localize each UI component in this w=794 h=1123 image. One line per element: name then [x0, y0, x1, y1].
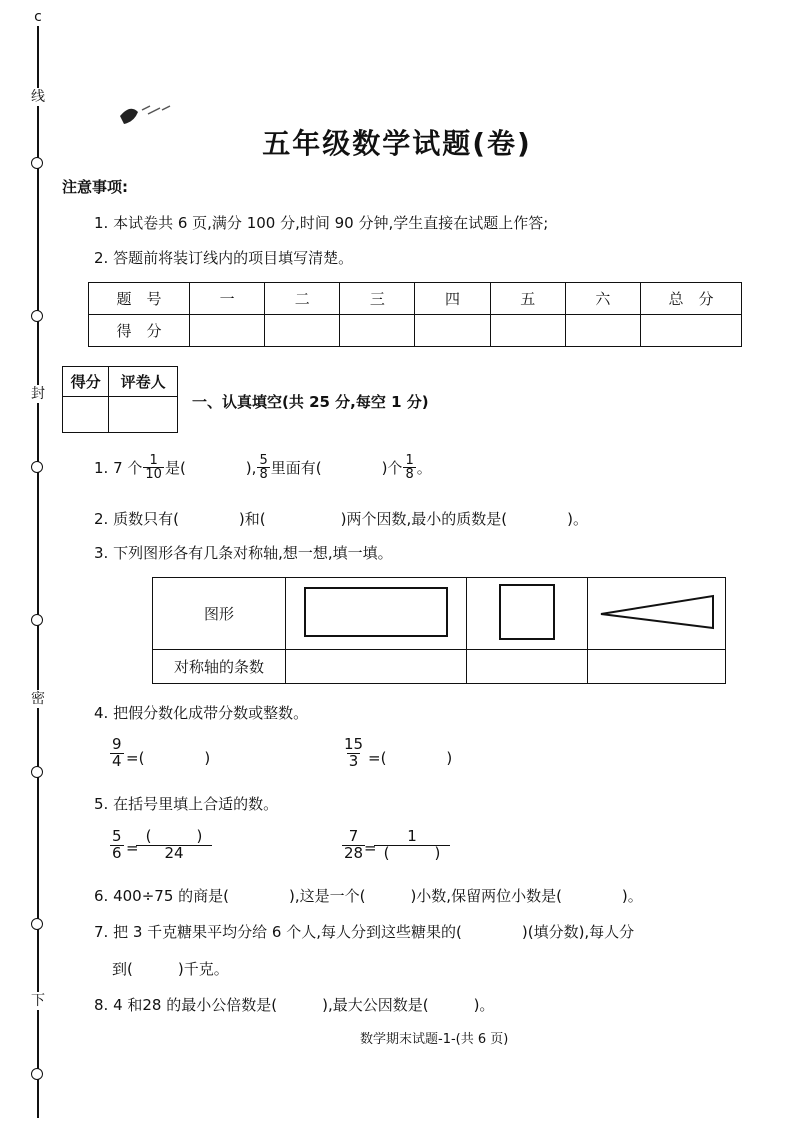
score-cell[interactable]: [190, 315, 265, 347]
square-shape: [498, 583, 556, 641]
axes-answer-cell[interactable]: [467, 650, 588, 684]
q4-a-den: 4: [112, 751, 122, 770]
q5-a-result-den: 24: [136, 845, 212, 862]
note-item-2: 2. 答题前将装订线内的项目填写清楚。: [94, 249, 354, 267]
q1-f1-num: 1: [149, 453, 158, 468]
q1-part2: 是( ),: [164, 459, 257, 477]
q4-b-den: 3: [348, 751, 359, 770]
grader-score-cell[interactable]: [63, 397, 109, 433]
question-5: 5. 在括号里填上合适的数。: [94, 795, 279, 813]
binding-hole: [31, 766, 43, 778]
grader-box: [62, 366, 178, 433]
binding-line: [37, 8, 39, 1118]
binding-char-xian: 线: [28, 88, 48, 106]
question-7-line-2: 到( )千克。: [112, 960, 229, 978]
score-header: 三: [340, 283, 415, 315]
triangle-shape: [597, 592, 717, 632]
shape-triangle-cell: [588, 578, 726, 650]
score-header: 总 分: [641, 283, 742, 315]
q4-a-num: 9: [112, 735, 122, 753]
q1-f2-num: 5: [259, 453, 268, 468]
q4-b-num: 15: [344, 735, 364, 753]
q5-b-num: 7: [348, 827, 359, 845]
question-4: 4. 把假分数化成带分数或整数。: [94, 704, 309, 722]
question-6: 6. 400÷75 的商是( ),这是一个( )小数,保留两位小数是( )。: [94, 887, 643, 905]
page-title: 五年级数学试题(卷): [262, 127, 532, 160]
rectangle-shape: [303, 586, 449, 638]
q5-b-den: 28: [344, 843, 364, 862]
symmetry-table: [152, 577, 726, 684]
q1-prefix: 1. 7 个: [94, 459, 143, 477]
binding-char-feng: 封: [28, 385, 48, 403]
score-header: 六: [565, 283, 640, 315]
q4-fraction-b: [344, 737, 363, 770]
q5-a-result-num: ( ): [145, 827, 203, 845]
score-header: 二: [265, 283, 340, 315]
score-cell[interactable]: [490, 315, 565, 347]
note-item-1: 1. 本试卷共 6 页,满分 100 分,时间 90 分钟,学生直接在试题上作答;: [94, 214, 549, 232]
question-8: 8. 4 和28 的最小公倍数是( ),最大公因数是( )。: [94, 996, 495, 1014]
q1-fraction-3: [403, 454, 415, 481]
binding-char-mi: 密: [28, 690, 48, 708]
q4-b-answer[interactable]: =( ): [368, 749, 453, 767]
question-2: 2. 质数只有( )和( )两个因数,最小的质数是( )。: [94, 510, 588, 528]
q1-end: 。: [416, 459, 432, 477]
shape-rectangle-cell: [286, 578, 467, 650]
q5-fraction-a: [110, 829, 124, 862]
q1-f3-den: 8: [405, 467, 414, 482]
q5-fraction-a-result[interactable]: [138, 829, 210, 862]
score-table: [88, 282, 742, 347]
q5-a-den: 6: [112, 843, 122, 862]
notes-heading: 注意事项:: [62, 178, 128, 196]
symmetry-row-label-shape: 图形: [153, 578, 286, 650]
q1-f1-den: 10: [145, 467, 162, 482]
score-row-label: 得 分: [89, 315, 190, 347]
q4-fraction-a: [110, 737, 124, 770]
score-cell[interactable]: [415, 315, 490, 347]
q5-fraction-b-result[interactable]: [376, 829, 448, 862]
binding-hole: [31, 1068, 43, 1080]
binding-char-xia: 下: [28, 992, 48, 1010]
q1-fraction-1: [143, 454, 164, 481]
q5-b-result-num: 1: [407, 827, 417, 845]
q5-b-equals: =: [364, 839, 377, 857]
score-cell[interactable]: [340, 315, 415, 347]
q1-f2-den: 8: [259, 467, 268, 482]
score-cell[interactable]: [565, 315, 640, 347]
axes-answer-cell[interactable]: [588, 650, 726, 684]
binding-hole: [31, 310, 43, 322]
q5-b-result-den: ( ): [374, 845, 450, 862]
score-cell[interactable]: [641, 315, 742, 347]
grader-name-cell[interactable]: [109, 397, 178, 433]
q5-fraction-b: [342, 829, 365, 862]
shape-square-cell: [467, 578, 588, 650]
page-footer: 数学期末试题-1-(共 6 页): [360, 1032, 509, 1047]
q1-fraction-2: [257, 454, 269, 481]
score-header: 题 号: [89, 283, 190, 315]
q1-part3: 里面有( )个: [270, 459, 403, 477]
grader-name-label: 评卷人: [109, 367, 178, 397]
question-7-line-1: 7. 把 3 千克糖果平均分给 6 个人,每人分到这些糖果的( )(填分数),每人分: [94, 923, 635, 941]
binding-hole: [31, 461, 43, 473]
score-header: 五: [490, 283, 565, 315]
q4-a-answer[interactable]: =( ): [126, 749, 211, 767]
q5-a-num: 5: [112, 827, 122, 845]
axes-answer-cell[interactable]: [286, 650, 467, 684]
q1-f3-num: 1: [405, 453, 414, 468]
binding-hole: [31, 918, 43, 930]
question-3: 3. 下列图形各有几条对称轴,想一想,填一填。: [94, 544, 393, 562]
binding-hole: [31, 614, 43, 626]
section-1-title: 一、认真填空(共 25 分,每空 1 分): [192, 393, 429, 411]
symmetry-row-label-axes: 对称轴的条数: [153, 650, 286, 684]
score-cell[interactable]: [265, 315, 340, 347]
score-header: 一: [190, 283, 265, 315]
q5-a-equals: =: [126, 839, 139, 857]
question-1: [94, 454, 432, 481]
grader-score-label: 得分: [63, 367, 109, 397]
binding-letter: c: [28, 8, 48, 26]
score-header: 四: [415, 283, 490, 315]
